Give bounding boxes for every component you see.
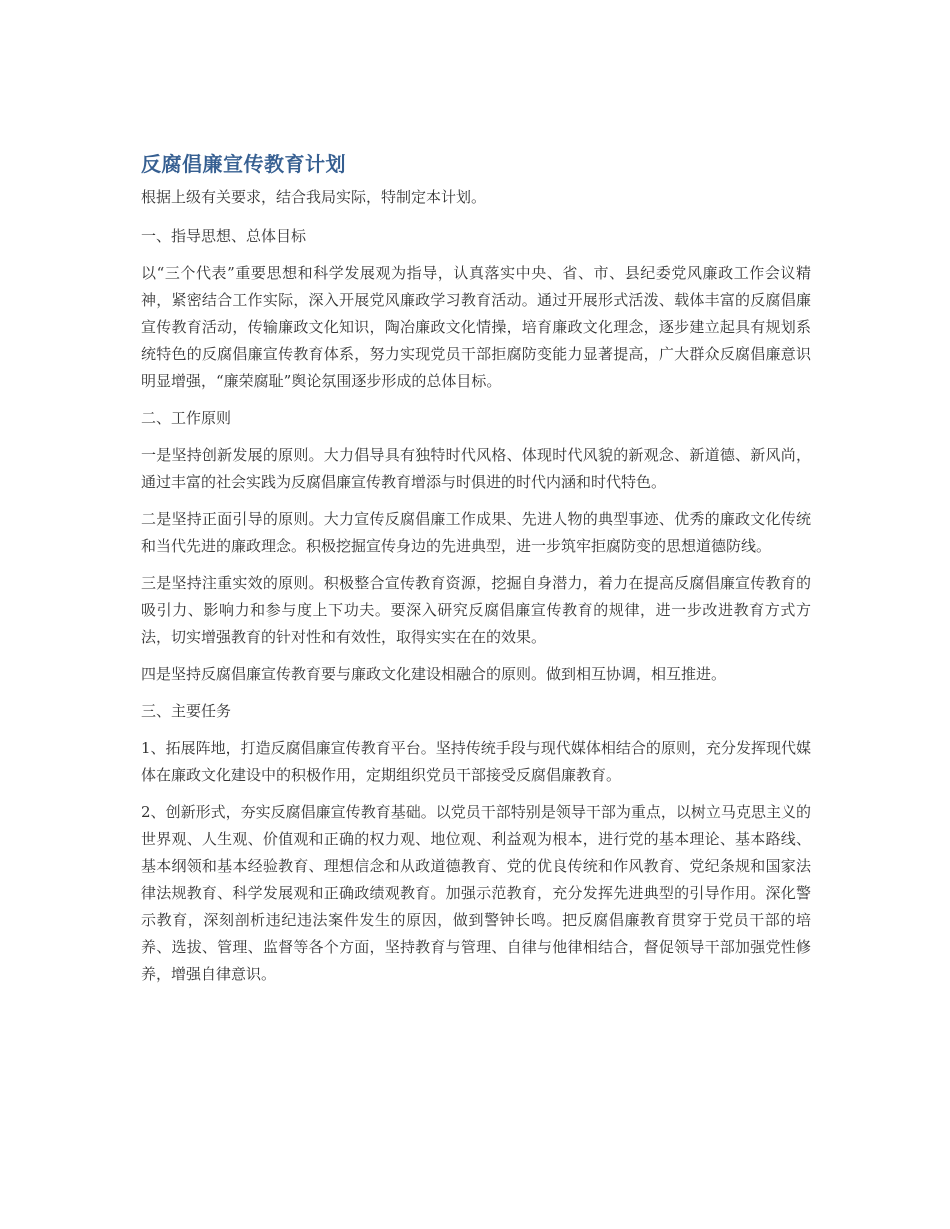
intro-paragraph: 根据上级有关要求，结合我局实际，特制定本计划。 (141, 188, 487, 206)
section-heading-main-tasks: 三、主要任务 (141, 702, 232, 720)
paragraph-task-innovation: 2、创新形式，夯实反腐倡廉宣传教育基础。以党员干部特别是领导干部为重点，以树立马克思主义的世界观、人生观、价值观和正确的权力观、地位观、利益观为根本，进行党的基本理论、基本路线、基本纲领和基本经验教育、理想信念和从政道德教育、党的优良传统和作风教育、党纪条规和国家法律法规教育、科学发展观和正确政绩观教育。加强示范教育，充分发挥先进典型的引导作用。深化警示教育，深刻剖析违纪违法案件发生的原因，做到警钟长鸣。把反腐倡廉教育贯穿于党员干部的培养、选拔、管理、监督等各个方面，坚持教育与管理、自律与他律相结合，督促领导干部加强党性修养，增强自律意识。 (141, 803, 811, 983)
document-title: 反腐倡廉宣传教育计划 (141, 152, 346, 176)
paragraph-principle-positive-guidance: 二是坚持正面引导的原则。大力宣传反腐倡廉工作成果、先进人物的典型事迹、优秀的廉政文化传统和当代先进的廉政理念。积极挖掘宣传身边的先进典型，进一步筑牢拒腐防变的思想道德防线。 (141, 510, 811, 555)
paragraph-principle-effectiveness: 三是坚持注重实效的原则。积极整合宣传教育资源，挖掘自身潜力，着力在提高反腐倡廉宣传教育的吸引力、影响力和参与度上下功夫。要深入研究反腐倡廉宣传教育的规律，进一步改进教育方式方法，切实增强教育的针对性和有效性，取得实实在在的效果。 (141, 574, 811, 646)
paragraph-task-platform: 1、拓展阵地，打造反腐倡廉宣传教育平台。坚持传统手段与现代媒体相结合的原则，充分发挥现代媒体在廉政文化建设中的积极作用，定期组织党员干部接受反腐倡廉教育。 (141, 739, 811, 784)
section-heading-guiding-ideology: 一、指导思想、总体目标 (141, 227, 307, 245)
paragraph-guiding-ideology: 以“三个代表”重要思想和科学发展观为指导，认真落实中央、省、市、县纪委党风廉政工作会议精神，紧密结合工作实际，深入开展党风廉政学习教育活动。通过开展形式活泼、载体丰富的反腐倡廉宣传教育活动，传输廉政文化知识，陶冶廉政文化情操，培育廉政文化理念，逐步建立起具有规划系统特色的反腐倡廉宣传教育体系，努力实现党员干部拒腐防变能力显著提高，广大群众反腐倡廉意识明显增强，“廉荣腐耻”舆论氛围逐步形成的总体目标。 (141, 264, 811, 390)
paragraph-principle-innovation: 一是坚持创新发展的原则。大力倡导具有独特时代风格、体现时代风貌的新观念、新道德、新风尚，通过丰富的社会实践为反腐倡廉宣传教育增添与时俱进的时代内涵和时代特色。 (141, 446, 811, 491)
document-page (141, 150, 811, 998)
paragraph-principle-integration: 四是坚持反腐倡廉宣传教育要与廉政文化建设相融合的原则。做到相互协调，相互推进。 (141, 665, 727, 683)
section-heading-work-principles: 二、工作原则 (141, 409, 232, 427)
